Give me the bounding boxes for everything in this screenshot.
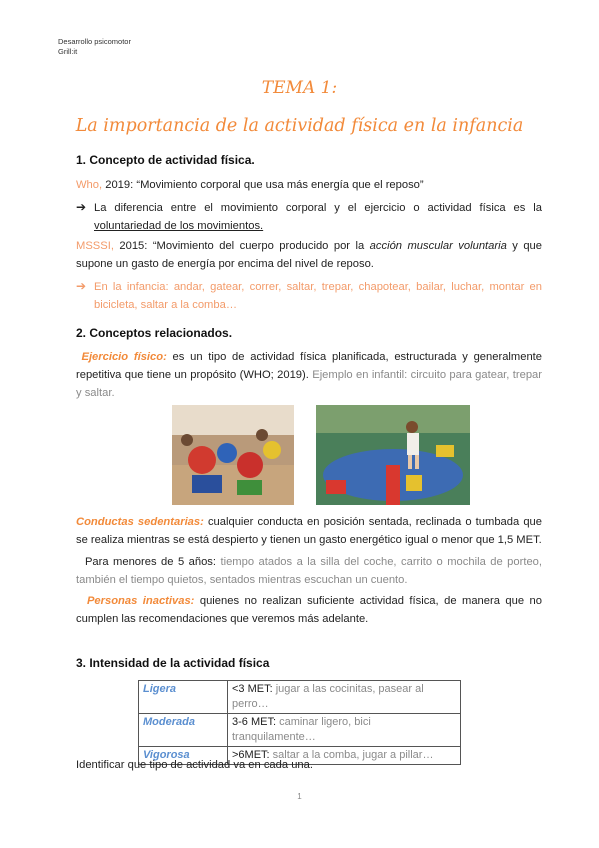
ejercicio-text: es un tipo de actividad física planificada, estructurada y generalmente repetitiva que tiene un propósito (WHO; 2019). <box>76 351 542 381</box>
who-definition <box>76 176 542 194</box>
doc-header-source: Grill:it <box>58 47 78 56</box>
who-source: Who, <box>76 179 103 191</box>
intensity-example: caminar ligero, bici tranquilamente… <box>232 716 371 743</box>
ejercicio-paragraph <box>76 348 542 402</box>
sedentarias-paragraph <box>76 513 542 549</box>
diferencia-paragraph <box>94 199 542 235</box>
page-number: 1 <box>297 792 302 801</box>
intensity-example: jugar a las cocinitas, pasear al perro… <box>232 683 424 710</box>
tema-title: TEMA 1: <box>261 78 338 98</box>
intensity-level: Moderada <box>139 714 228 747</box>
msssi-emphasis: acción muscular voluntaria <box>369 240 507 252</box>
table-row <box>139 714 461 747</box>
msssi-text-a: 2015: “Movimiento del cuerpo producido por la <box>113 240 370 252</box>
intensity-level: Vigorosa <box>139 747 228 765</box>
msssi-definition <box>76 237 542 273</box>
inactivas-term: Personas inactivas: <box>86 595 195 607</box>
sedentarias-term: Conductas sedentarias: <box>76 516 204 528</box>
diferencia-text: La diferencia entre el movimiento corporal y el ejercicio o actividad física es la <box>94 202 542 214</box>
main-title: La importancia de la actividad física en la infancia <box>75 116 524 136</box>
child-balance-beam-photo <box>316 405 470 505</box>
ejercicio-term: Ejercicio físico: <box>81 351 167 363</box>
table-row <box>139 681 461 714</box>
met-value: <3 MET: <box>232 683 276 695</box>
arrow-icon: ➔ <box>76 279 87 293</box>
msssi-text-b: y que supone un gasto de energía por encima del nivel de reposo. <box>76 240 543 270</box>
voluntariedad-text: voluntariedad de los movimientos. <box>94 220 264 232</box>
menores-label: Para menores de 5 años: <box>84 556 221 568</box>
infancia-examples: En la infancia: andar, gatear, correr, saltar, trepar, chapotear, bailar, luchar, montar en bicicleta, saltar a la comba… <box>94 281 542 311</box>
menores-paragraph <box>76 553 542 589</box>
table-instruction: Identificar que tipo de actividad va en cada una. <box>76 759 313 771</box>
intensity-example: saltar a la comba, jugar a pillar… <box>272 749 434 761</box>
intensity-level: Ligera <box>139 681 228 714</box>
ejercicio-example: Ejemplo en infantil: circuito para gatear, trepar y saltar. <box>76 369 542 399</box>
arrow-icon: ➔ <box>76 200 87 214</box>
met-value: >6MET: <box>232 749 273 761</box>
met-value: 3-6 MET: <box>232 716 280 728</box>
inactivas-paragraph <box>76 592 542 628</box>
section-3-heading: 3. Intensidad de la actividad física <box>76 656 270 670</box>
msssi-source: MSSSI, <box>76 240 114 252</box>
intensity-description <box>228 714 461 747</box>
intensity-table <box>138 680 461 765</box>
intensity-description <box>228 681 461 714</box>
who-text: 2019: “Movimiento corporal que usa más energía que el reposo” <box>102 179 424 191</box>
children-playground-photo <box>172 405 294 505</box>
sedentarias-text: cualquier conducta en posición sentada, reclinada o tumbada que se realiza mientras se está despierto y tienen un gasto energético igual o menor que 1,5 MET. <box>76 516 542 546</box>
section-2-heading: 2. Conceptos relacionados. <box>76 326 233 340</box>
section-1-heading: 1. Concepto de actividad física. <box>76 153 255 167</box>
inactivas-text: quienes no realizan suficiente actividad física, de manera que no cumplen las recomendaciones que veremos más adelante. <box>76 595 542 625</box>
menores-text: tiempo atados a la silla del coche, carrito o mochila de porteo, también el tiempo quietos, sentados mientras escuchan un cuento. <box>76 556 542 586</box>
doc-header-course: Desarrollo psicomotor <box>58 37 131 46</box>
